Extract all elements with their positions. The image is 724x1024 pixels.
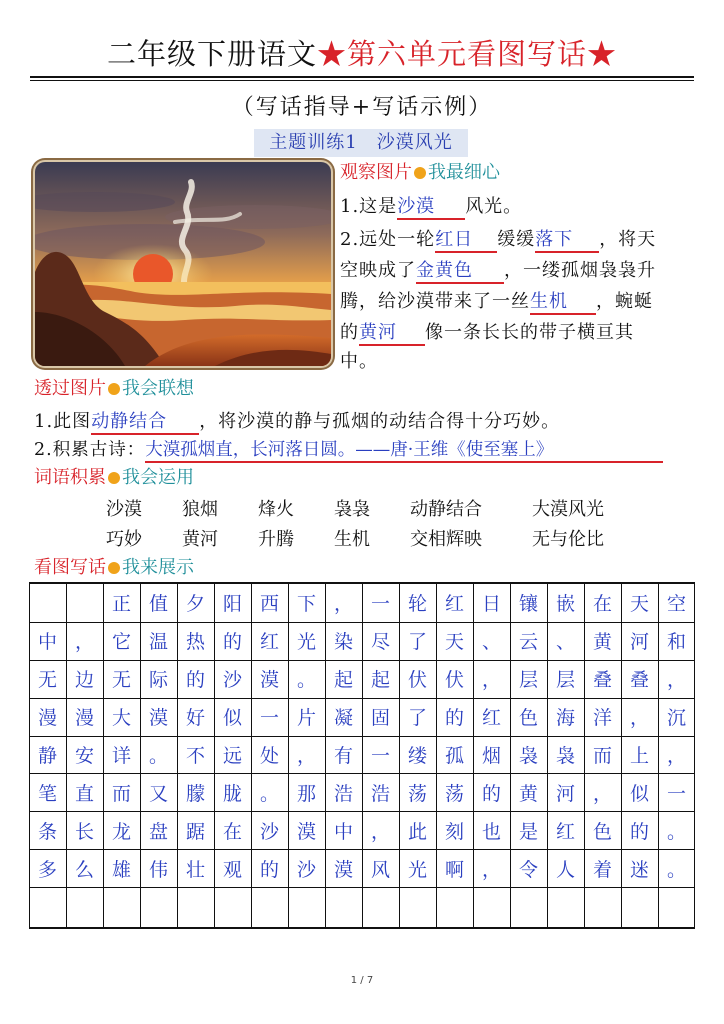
grid-cell: 的 [444,707,464,730]
vocab-word: 黄河 [182,529,218,550]
observe-heading [340,160,500,186]
associate-line-2 [34,436,663,465]
grid-cell [399,887,436,925]
grid-cell: 啊 [444,858,464,881]
grid-cell: ， [74,631,94,654]
grid-cell: 热 [185,631,205,654]
text-segment: 1.此图 [34,411,92,432]
grid-cell: 观 [222,858,242,881]
grid-cell: 上 [629,744,649,767]
grid-cell: 天 [444,631,464,654]
grid-cell: 一 [666,782,686,805]
grid-cell: 边 [74,669,94,692]
grid-cell: 荡 [444,782,464,805]
answer-blank: 金黄色 [416,260,504,284]
grid-cell: 沙 [259,820,279,843]
grid-cell: 、 [481,631,501,654]
text-segment: 腾，给沙漠带来了一丝 [340,291,530,312]
grid-cell: 。 [148,744,168,767]
grid-cell: 袅 [555,744,575,767]
grid-cell: 伏 [407,669,427,692]
associate-heading [34,376,194,402]
grid-cell: 天 [629,593,649,616]
grid-cell: 沙 [222,669,242,692]
grid-cell: 一 [259,707,279,730]
page-title [0,34,724,74]
grid-cell [103,887,140,925]
grid-cell: 在 [592,593,612,616]
grid-cell: 袅 [518,744,538,767]
grid-cell: 人 [555,858,575,881]
grid-cell: ， [296,744,316,767]
vocab-word: 升腾 [258,529,294,550]
grid-cell: 红 [444,593,464,616]
text-segment: ，一缕孤烟袅袅升 [504,260,656,281]
grid-cell: 伟 [148,858,168,881]
grid-cell: 下 [296,593,316,616]
writing-heading-sub: 我来展示 [122,557,194,578]
grid-cell: 染 [333,631,353,654]
grid-cell: 嵌 [555,593,575,616]
observe-line-1 [340,192,522,221]
grid-cell: 远 [222,744,242,767]
grid-cell: 孤 [444,744,464,767]
text-segment: 2.远处一轮 [340,229,436,250]
grid-cell: 河 [629,631,649,654]
grid-cell: 雄 [111,858,131,881]
text-segment: ，将沙漠的静与孤烟的动结合得十分巧妙。 [199,411,561,432]
grid-cell: 沉 [666,707,686,730]
bullet-dot-icon [414,167,426,179]
grid-cell: 和 [666,631,686,654]
grid-cell: 缕 [407,744,427,767]
grid-cell [288,887,325,925]
associate-heading-sub: 我会联想 [122,378,194,399]
grid-cell: 浩 [370,782,390,805]
theme-title: 主题训练1 沙漠风光 [269,132,453,153]
writing-heading [34,555,194,581]
grid-cell: 中 [37,631,57,654]
grid-cell: 漠 [296,820,316,843]
grid-cell: 固 [370,707,390,730]
vocab-word: 无与伦比 [532,529,604,550]
grid-cell: 红 [555,820,575,843]
grid-cell: 阳 [222,593,242,616]
observe-line-6: 中。 [340,351,378,372]
grid-cell: 那 [296,782,316,805]
grid-cell: 风 [370,858,390,881]
grid-cell: 好 [185,707,205,730]
page-number: 1 / 7 [350,975,374,986]
answer-blank: 沙漠 [397,196,465,220]
grid-cell: 起 [370,669,390,692]
vocab-word: 交相辉映 [410,529,482,550]
grid-cell: 沙 [296,858,316,881]
grid-cell [658,887,695,925]
grid-cell: 层 [518,669,538,692]
observe-line-4 [340,287,653,316]
grid-cell: 直 [74,782,94,805]
grid-cell: 长 [74,820,94,843]
vocab-word: 生机 [334,529,370,550]
grid-cell [362,887,399,925]
associate-line-1 [34,407,560,436]
grid-cell: ， [370,820,390,843]
grid-cell: 龙 [111,820,131,843]
subtitle: （写话指导+写话示例） [231,95,493,120]
observe-line-2 [340,225,656,254]
bullet-dot-icon [108,383,120,395]
grid-cell: 是 [518,820,538,843]
grid-cell: 洋 [592,707,612,730]
title-grade: 二年级下册语文 [106,37,317,71]
vocab-word: 沙漠 [106,499,142,520]
grid-cell: 的 [222,631,242,654]
grid-cell [621,887,658,925]
grid-cell: ， [592,782,612,805]
grid-cell: 。 [666,858,686,881]
answer-blank: 生机 [530,291,596,315]
grid-cell: ， [666,744,686,767]
poem-answer: 大漠孤烟直，长河落日圆。——唐·王维《使至塞上》 [145,439,663,463]
grid-cell: 着 [592,858,612,881]
grid-cell: 而 [111,782,131,805]
vocab-row-2 [0,524,724,556]
grid-cell: 漠 [148,707,168,730]
text-segment: 风光。 [465,196,523,217]
grid-cell: 叠 [629,669,649,692]
vocab-heading-sub: 我会运用 [122,467,194,488]
text-segment: 2.积累古诗： [34,440,146,460]
grid-cell: ， [481,858,501,881]
grid-cell: 西 [259,593,279,616]
star-icon: ★ [316,37,347,71]
grid-cell: 不 [185,744,205,767]
title-divider-thin [30,80,694,81]
vocab-word: 袅袅 [334,499,370,520]
observe-line-3 [340,256,656,285]
text-segment: 的 [340,322,359,343]
grid-cell: 处 [259,744,279,767]
associate-heading-label: 透过图片 [34,378,106,399]
grid-cell [66,887,103,925]
grid-cell: 的 [185,669,205,692]
grid-cell: 夕 [185,593,205,616]
grid-cell: 黄 [518,782,538,805]
grid-cell: 又 [148,782,168,805]
grid-cell: 红 [259,631,279,654]
grid-cell: 日 [481,593,501,616]
vocab-word: 巧妙 [106,529,142,550]
grid-cell: 海 [555,707,575,730]
grid-cell: 。 [666,820,686,843]
grid-cell: 际 [148,669,168,692]
text-segment: 1.这是 [340,196,398,217]
observe-heading-label: 观察图片 [340,162,412,183]
grid-cell: 踞 [185,820,205,843]
grid-cell: 令 [518,858,538,881]
grid-cell: 么 [74,858,94,881]
answer-blank: 红日 [435,229,497,253]
grid-cell: 红 [481,707,501,730]
vocab-word: 狼烟 [182,499,218,520]
grid-cell: 值 [148,593,168,616]
grid-cell: ， [629,707,649,730]
grid-cell: 色 [592,820,612,843]
observe-line-5 [340,318,634,347]
grid-cell: 条 [37,820,57,843]
grid-cell: 镶 [518,593,538,616]
grid-cell: 中 [333,820,353,843]
vocab-heading-label: 词语积累 [34,467,106,488]
grid-cell: 了 [407,631,427,654]
grid-cell: 荡 [407,782,427,805]
grid-cell: 此 [407,820,427,843]
vocab-word: 动静结合 [410,499,482,520]
text-segment: ，将天 [599,229,657,250]
grid-cell: ， [481,669,501,692]
grid-cell: 迷 [629,858,649,881]
grid-cell: 一 [370,593,390,616]
grid-cell: 它 [111,631,131,654]
writing-heading-label: 看图写话 [34,557,106,578]
grid-cell [66,584,103,622]
grid-cell: 朦 [185,782,205,805]
text-segment: 缓缓 [497,229,536,250]
grid-cell: 凝 [333,707,353,730]
grid-cell: 、 [555,631,575,654]
grid-cell: 伏 [444,669,464,692]
grid-cell [436,887,473,925]
observe-heading-sub: 我最细心 [428,162,500,183]
grid-cell: 云 [518,631,538,654]
grid-cell [510,887,547,925]
grid-cell: 温 [148,631,168,654]
grid-cell: 胧 [222,782,242,805]
grid-cell: 的 [481,782,501,805]
grid-cell: 浩 [333,782,353,805]
grid-cell: 的 [259,858,279,881]
grid-cell [177,887,214,925]
grid-cell: 似 [222,707,242,730]
grid-cell: 大 [111,707,131,730]
grid-cell: 烟 [481,744,501,767]
grid-cell: 详 [111,744,131,767]
grid-cell: 也 [481,820,501,843]
grid-cell [140,887,177,925]
vocab-word: 大漠风光 [532,499,604,520]
grid-cell: 有 [333,744,353,767]
grid-cell: 无 [111,669,131,692]
star-icon: ★ [587,37,618,71]
grid-cell [29,584,66,622]
text-segment: 像一条长长的带子横亘其 [425,322,634,343]
grid-cell: 河 [555,782,575,805]
grid-cell: 盘 [148,820,168,843]
grid-cell: 一 [370,744,390,767]
title-divider [30,76,694,78]
grid-cell: ， [333,593,353,616]
desert-sunset-illustration [35,162,331,366]
grid-cell: 色 [518,707,538,730]
writing-grid [29,582,695,929]
grid-cell: 光 [407,858,427,881]
grid-cell: 光 [296,631,316,654]
grid-cell: 安 [74,744,94,767]
grid-cell: 而 [592,744,612,767]
grid-cell: 刻 [444,820,464,843]
grid-cell [325,887,362,925]
grid-cell: 无 [37,669,57,692]
grid-cell: 空 [666,593,686,616]
grid-cell: 了 [407,707,427,730]
grid-cell: 轮 [407,593,427,616]
grid-cell: 漫 [74,707,94,730]
vocab-row-1 [0,494,724,526]
grid-cell [29,887,66,925]
grid-cell [547,887,584,925]
grid-cell: 的 [629,820,649,843]
grid-cell: 多 [37,858,57,881]
grid-cell: 静 [37,744,57,767]
answer-blank: 落下 [535,229,599,253]
grid-cell: 尽 [370,631,390,654]
grid-cell [584,887,621,925]
title-unit: 第六单元看图写话 [347,37,588,71]
grid-cell [251,887,288,925]
text-segment: 空映成了 [340,260,416,281]
grid-cell: 。 [259,782,279,805]
bullet-dot-icon [108,472,120,484]
answer-blank: 黄河 [359,322,425,346]
grid-cell: 漫 [37,707,57,730]
grid-cell: 漠 [259,669,279,692]
grid-cell: 叠 [592,669,612,692]
grid-cell: 笔 [37,782,57,805]
text-segment: ，蜿蜒 [596,291,653,312]
vocab-heading [34,465,194,491]
grid-cell [473,887,510,925]
grid-cell: 壮 [185,858,205,881]
bullet-dot-icon [108,562,120,574]
grid-cell [214,887,251,925]
grid-cell: 正 [111,593,131,616]
grid-cell: 片 [296,707,316,730]
grid-cell: ， [666,669,686,692]
vocab-word: 烽火 [258,499,294,520]
grid-cell: 漠 [333,858,353,881]
answer-blank: 动静结合 [91,411,199,435]
grid-cell: 层 [555,669,575,692]
grid-cell: 黄 [592,631,612,654]
grid-cell: 似 [629,782,649,805]
grid-cell: 在 [222,820,242,843]
grid-cell: 。 [296,669,316,692]
grid-cell: 起 [333,669,353,692]
